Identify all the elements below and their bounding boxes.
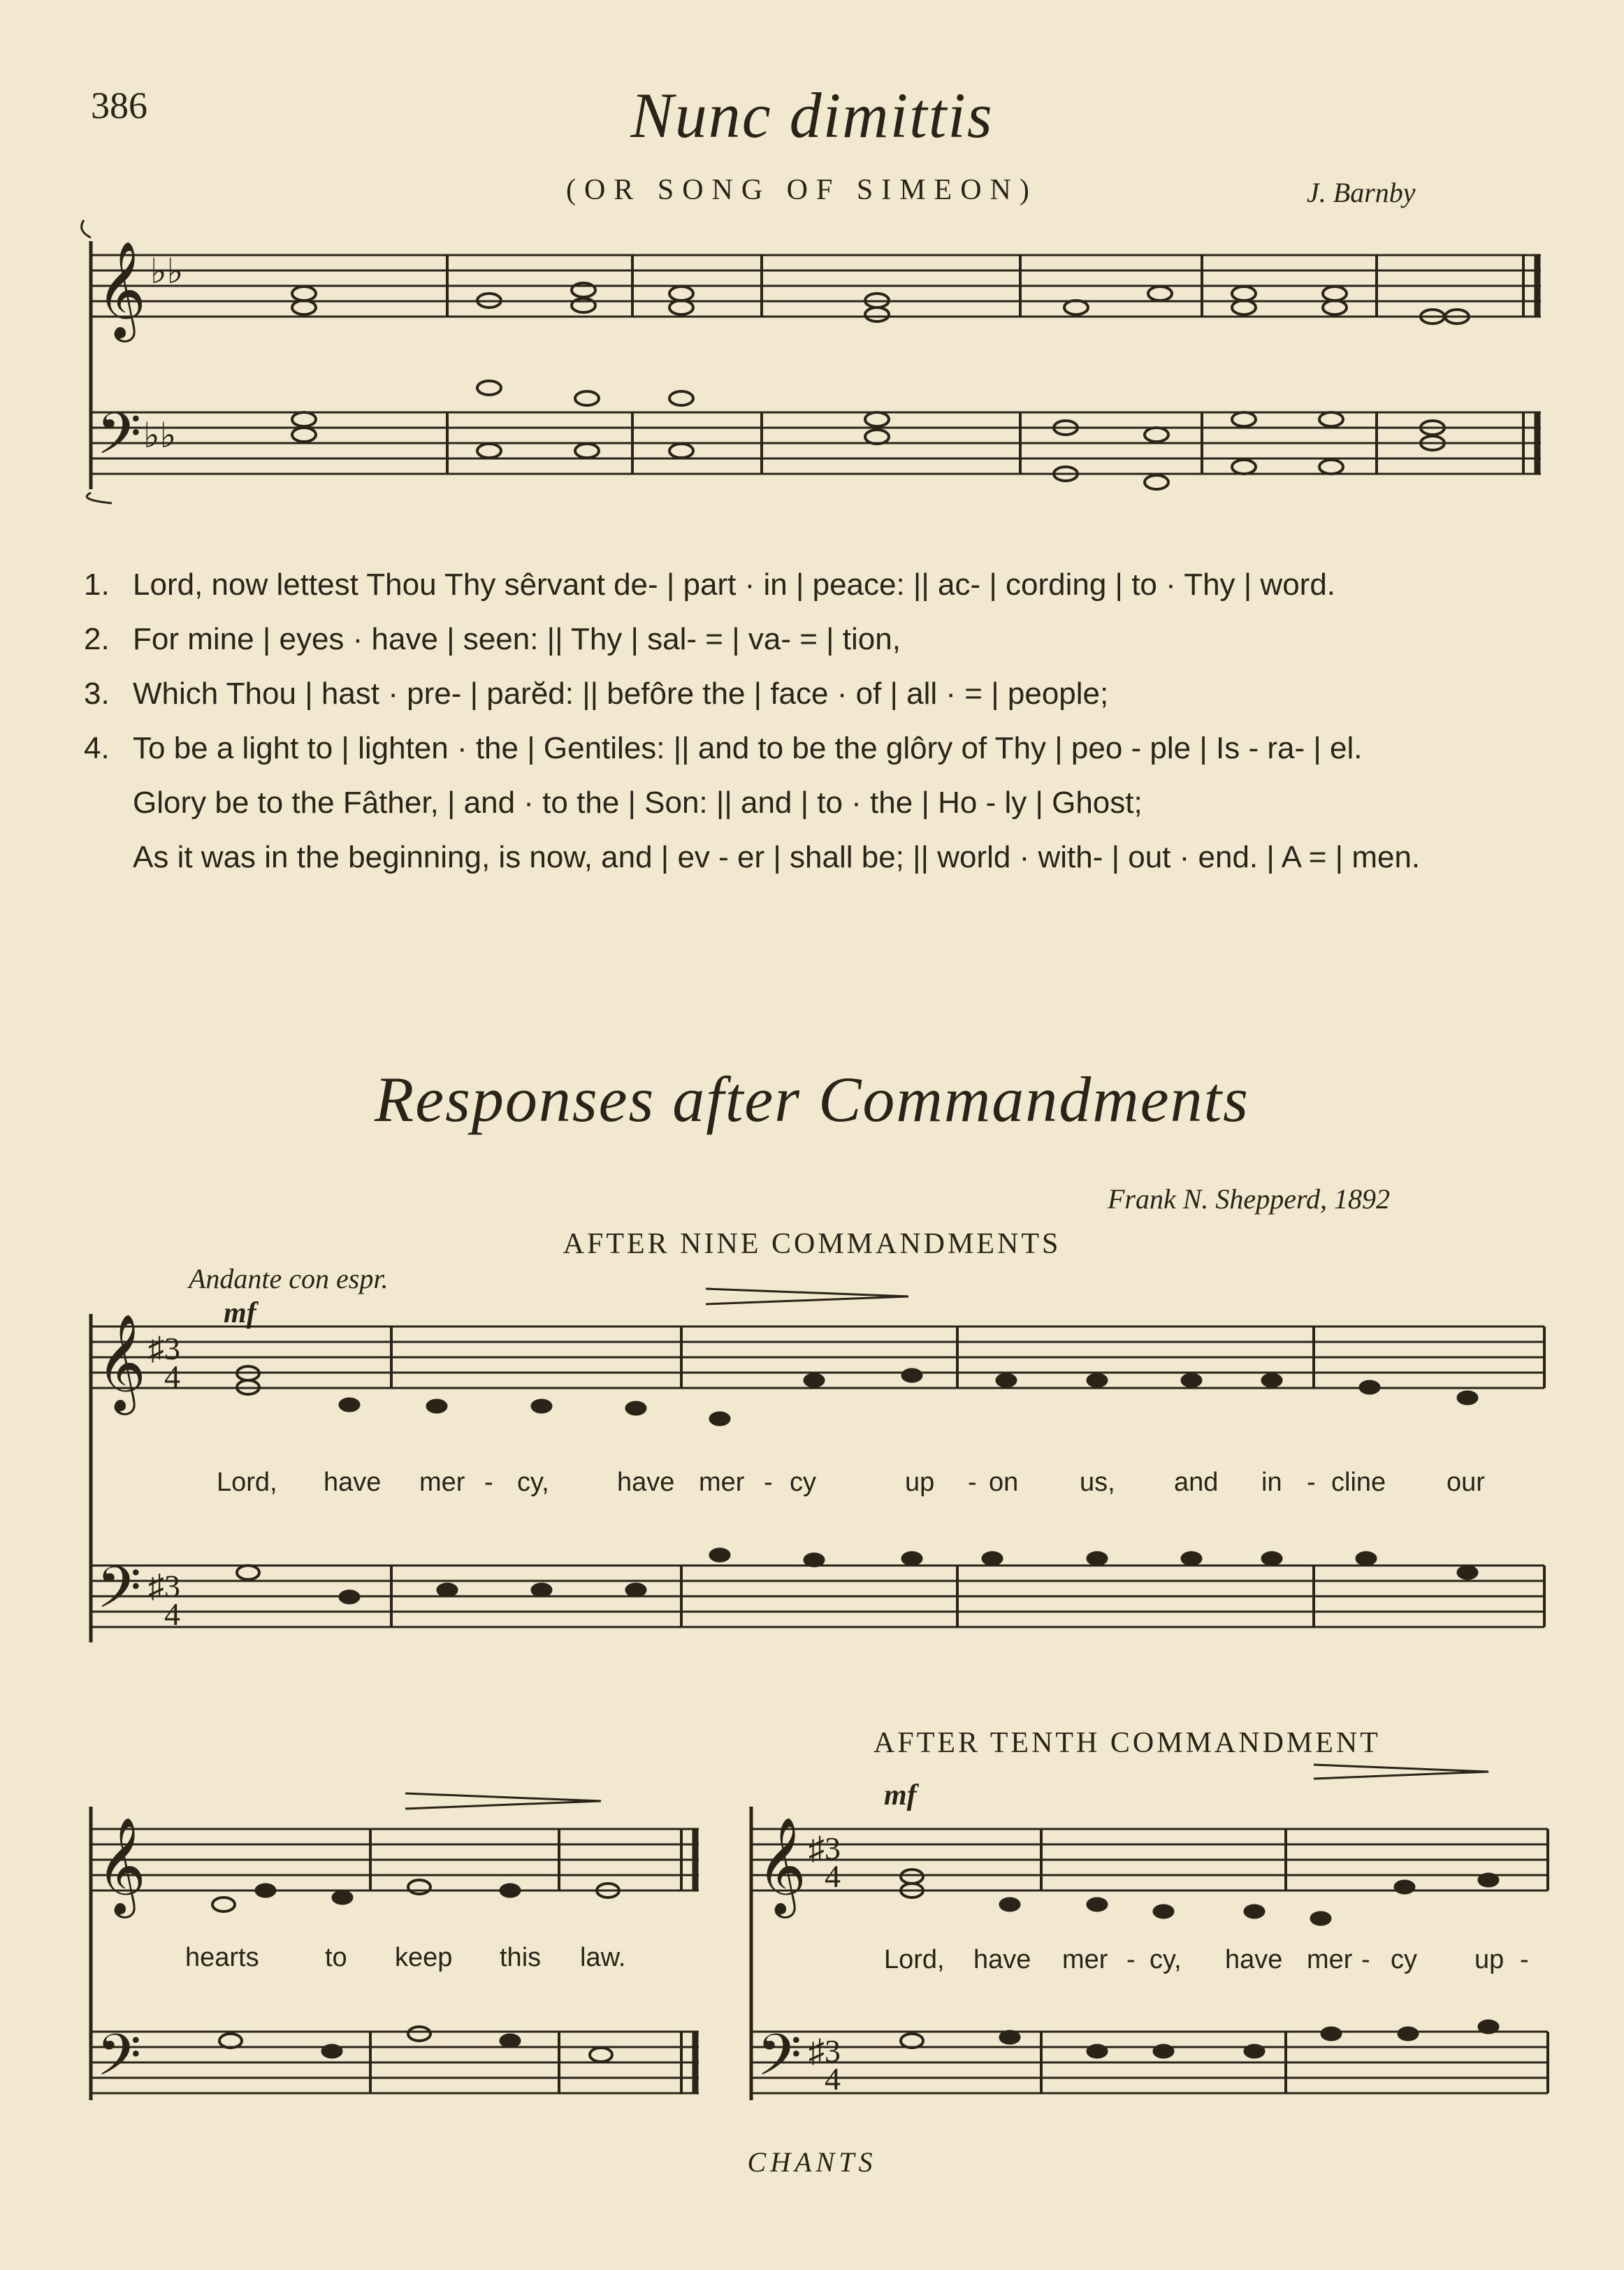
- lyric: -: [1307, 1468, 1316, 1497]
- svg-text:𝄢: 𝄢: [96, 400, 142, 482]
- nunc-verses: [84, 566, 1551, 893]
- verse: [84, 730, 1551, 767]
- verse-text: Which Thou | hast · pre- | parĕd: || befôre the | face · of | all · = | people;: [133, 677, 1109, 711]
- lyric: law.: [580, 1943, 626, 1972]
- responses-composer: Frank N. Shepperd, 1892: [1108, 1183, 1391, 1215]
- svg-text:𝄞: 𝄞: [757, 1817, 806, 1914]
- lyric: to: [325, 1943, 347, 1972]
- verse-number: 2.: [84, 622, 110, 656]
- svg-text:♯3: ♯3: [148, 1331, 180, 1366]
- lyric: have: [1225, 1945, 1283, 1974]
- gloria-line: [84, 784, 1551, 822]
- after-tenth-heading: AFTER TENTH COMMANDMENT: [873, 1727, 1381, 1759]
- nunc-composer: J. Barnby: [1307, 177, 1416, 208]
- svg-text:𝄞: 𝄞: [96, 1817, 146, 1914]
- verse-number: 1.: [84, 568, 110, 602]
- verse: [84, 566, 1551, 604]
- dynamic-marking: mf: [884, 1779, 917, 1812]
- verse: [84, 675, 1551, 713]
- verse-text: Lord, now lettest Thou Thy sêrvant de- | part · in | peace: || ac- | cording | to · Thy | word.: [133, 568, 1336, 602]
- lyric: hearts: [185, 1943, 259, 1972]
- lyric: have: [617, 1468, 675, 1497]
- nine-end-treble-staff: [91, 1829, 699, 1891]
- lyric: Lord,: [884, 1945, 945, 1974]
- verse-number: 3.: [84, 677, 110, 711]
- verse: [84, 621, 1551, 658]
- verse-text: To be a light to | lighten · the | Gentiles: || and to be the glôry of Thy | peo - ple | Is - ra- | el.: [133, 731, 1363, 765]
- nunc-subtitle: (OR SONG OF SIMEON): [566, 174, 1038, 206]
- lyric: us,: [1080, 1468, 1115, 1497]
- gloria-line: [84, 839, 1551, 876]
- verse-text: For mine | eyes · have | seen: || Thy | sal- = | va- = | tion,: [133, 622, 901, 656]
- lyric: mer: [1307, 1945, 1353, 1974]
- dynamic-marking: mf: [224, 1297, 256, 1329]
- page-number: 386: [91, 85, 147, 126]
- lyric: cy,: [1150, 1945, 1182, 1974]
- lyric: mer: [419, 1468, 465, 1497]
- lyric: cy,: [517, 1468, 549, 1497]
- svg-text:♯3: ♯3: [148, 1568, 180, 1604]
- lyric: mer: [699, 1468, 745, 1497]
- tempo-marking: Andante con espr.: [189, 1263, 389, 1294]
- lyric: our: [1447, 1468, 1485, 1497]
- tenth-treble-staff: [751, 1829, 1548, 1891]
- running-footer: CHANTS: [747, 2146, 877, 2178]
- nine-end-bass-staff: [91, 2032, 699, 2093]
- svg-text:𝄞: 𝄞: [96, 241, 146, 338]
- svg-text:♭♭: ♭♭: [143, 416, 177, 455]
- tenth-bass-staff: [751, 2032, 1548, 2093]
- lyric: -: [1126, 1945, 1136, 1974]
- lyric: -: [1520, 1945, 1529, 1974]
- lyric: Lord,: [217, 1468, 277, 1497]
- svg-text:𝄢: 𝄢: [96, 1554, 142, 1635]
- lyric: -: [484, 1468, 493, 1497]
- verse-text: Glory be to the Fâther, | and · to the | Son: || and | to · the | Ho - ly | Ghost;: [133, 786, 1143, 820]
- lyric: have: [324, 1468, 382, 1497]
- lyric: up: [905, 1468, 935, 1497]
- svg-text:𝄢: 𝄢: [757, 2021, 802, 2103]
- lyric: this: [500, 1943, 542, 1972]
- responses-title: Responses after Commandments: [375, 1064, 1249, 1135]
- lyric: -: [968, 1468, 977, 1497]
- lyric: cline: [1331, 1468, 1386, 1497]
- nine-bass-staff: [91, 1566, 1544, 1627]
- verse-number: 4.: [84, 731, 110, 765]
- lyric: on: [989, 1468, 1019, 1497]
- svg-text:4: 4: [164, 1596, 180, 1632]
- verse-text: As it was in the beginning, is now, and | ev - er | shall be; || world · with- | out · end. | A = | men.: [133, 840, 1421, 874]
- svg-text:4: 4: [825, 1858, 841, 1894]
- svg-text:𝄞: 𝄞: [96, 1314, 146, 1411]
- lyric: -: [1361, 1945, 1370, 1974]
- lyric: -: [764, 1468, 773, 1497]
- lyric: cy: [1391, 1945, 1417, 1974]
- svg-text:4: 4: [825, 2061, 841, 2097]
- svg-text:♯3: ♯3: [809, 2033, 841, 2069]
- lyric: keep: [395, 1943, 453, 1972]
- nunc-bass-staff: [91, 412, 1541, 474]
- lyric: mer: [1062, 1945, 1108, 1974]
- after-nine-heading: AFTER NINE COMMANDMENTS: [563, 1228, 1061, 1260]
- svg-text:𝄢: 𝄢: [96, 2021, 142, 2103]
- svg-text:4: 4: [164, 1359, 180, 1394]
- lyric: cy: [790, 1468, 816, 1497]
- svg-text:♯3: ♯3: [809, 1830, 841, 1866]
- lyric: in: [1261, 1468, 1282, 1497]
- lyric: up: [1474, 1945, 1505, 1974]
- nunc-title: Nunc dimittis: [630, 80, 994, 151]
- lyric: and: [1174, 1468, 1219, 1497]
- lyric: have: [973, 1945, 1031, 1974]
- svg-text:♭♭: ♭♭: [150, 252, 184, 291]
